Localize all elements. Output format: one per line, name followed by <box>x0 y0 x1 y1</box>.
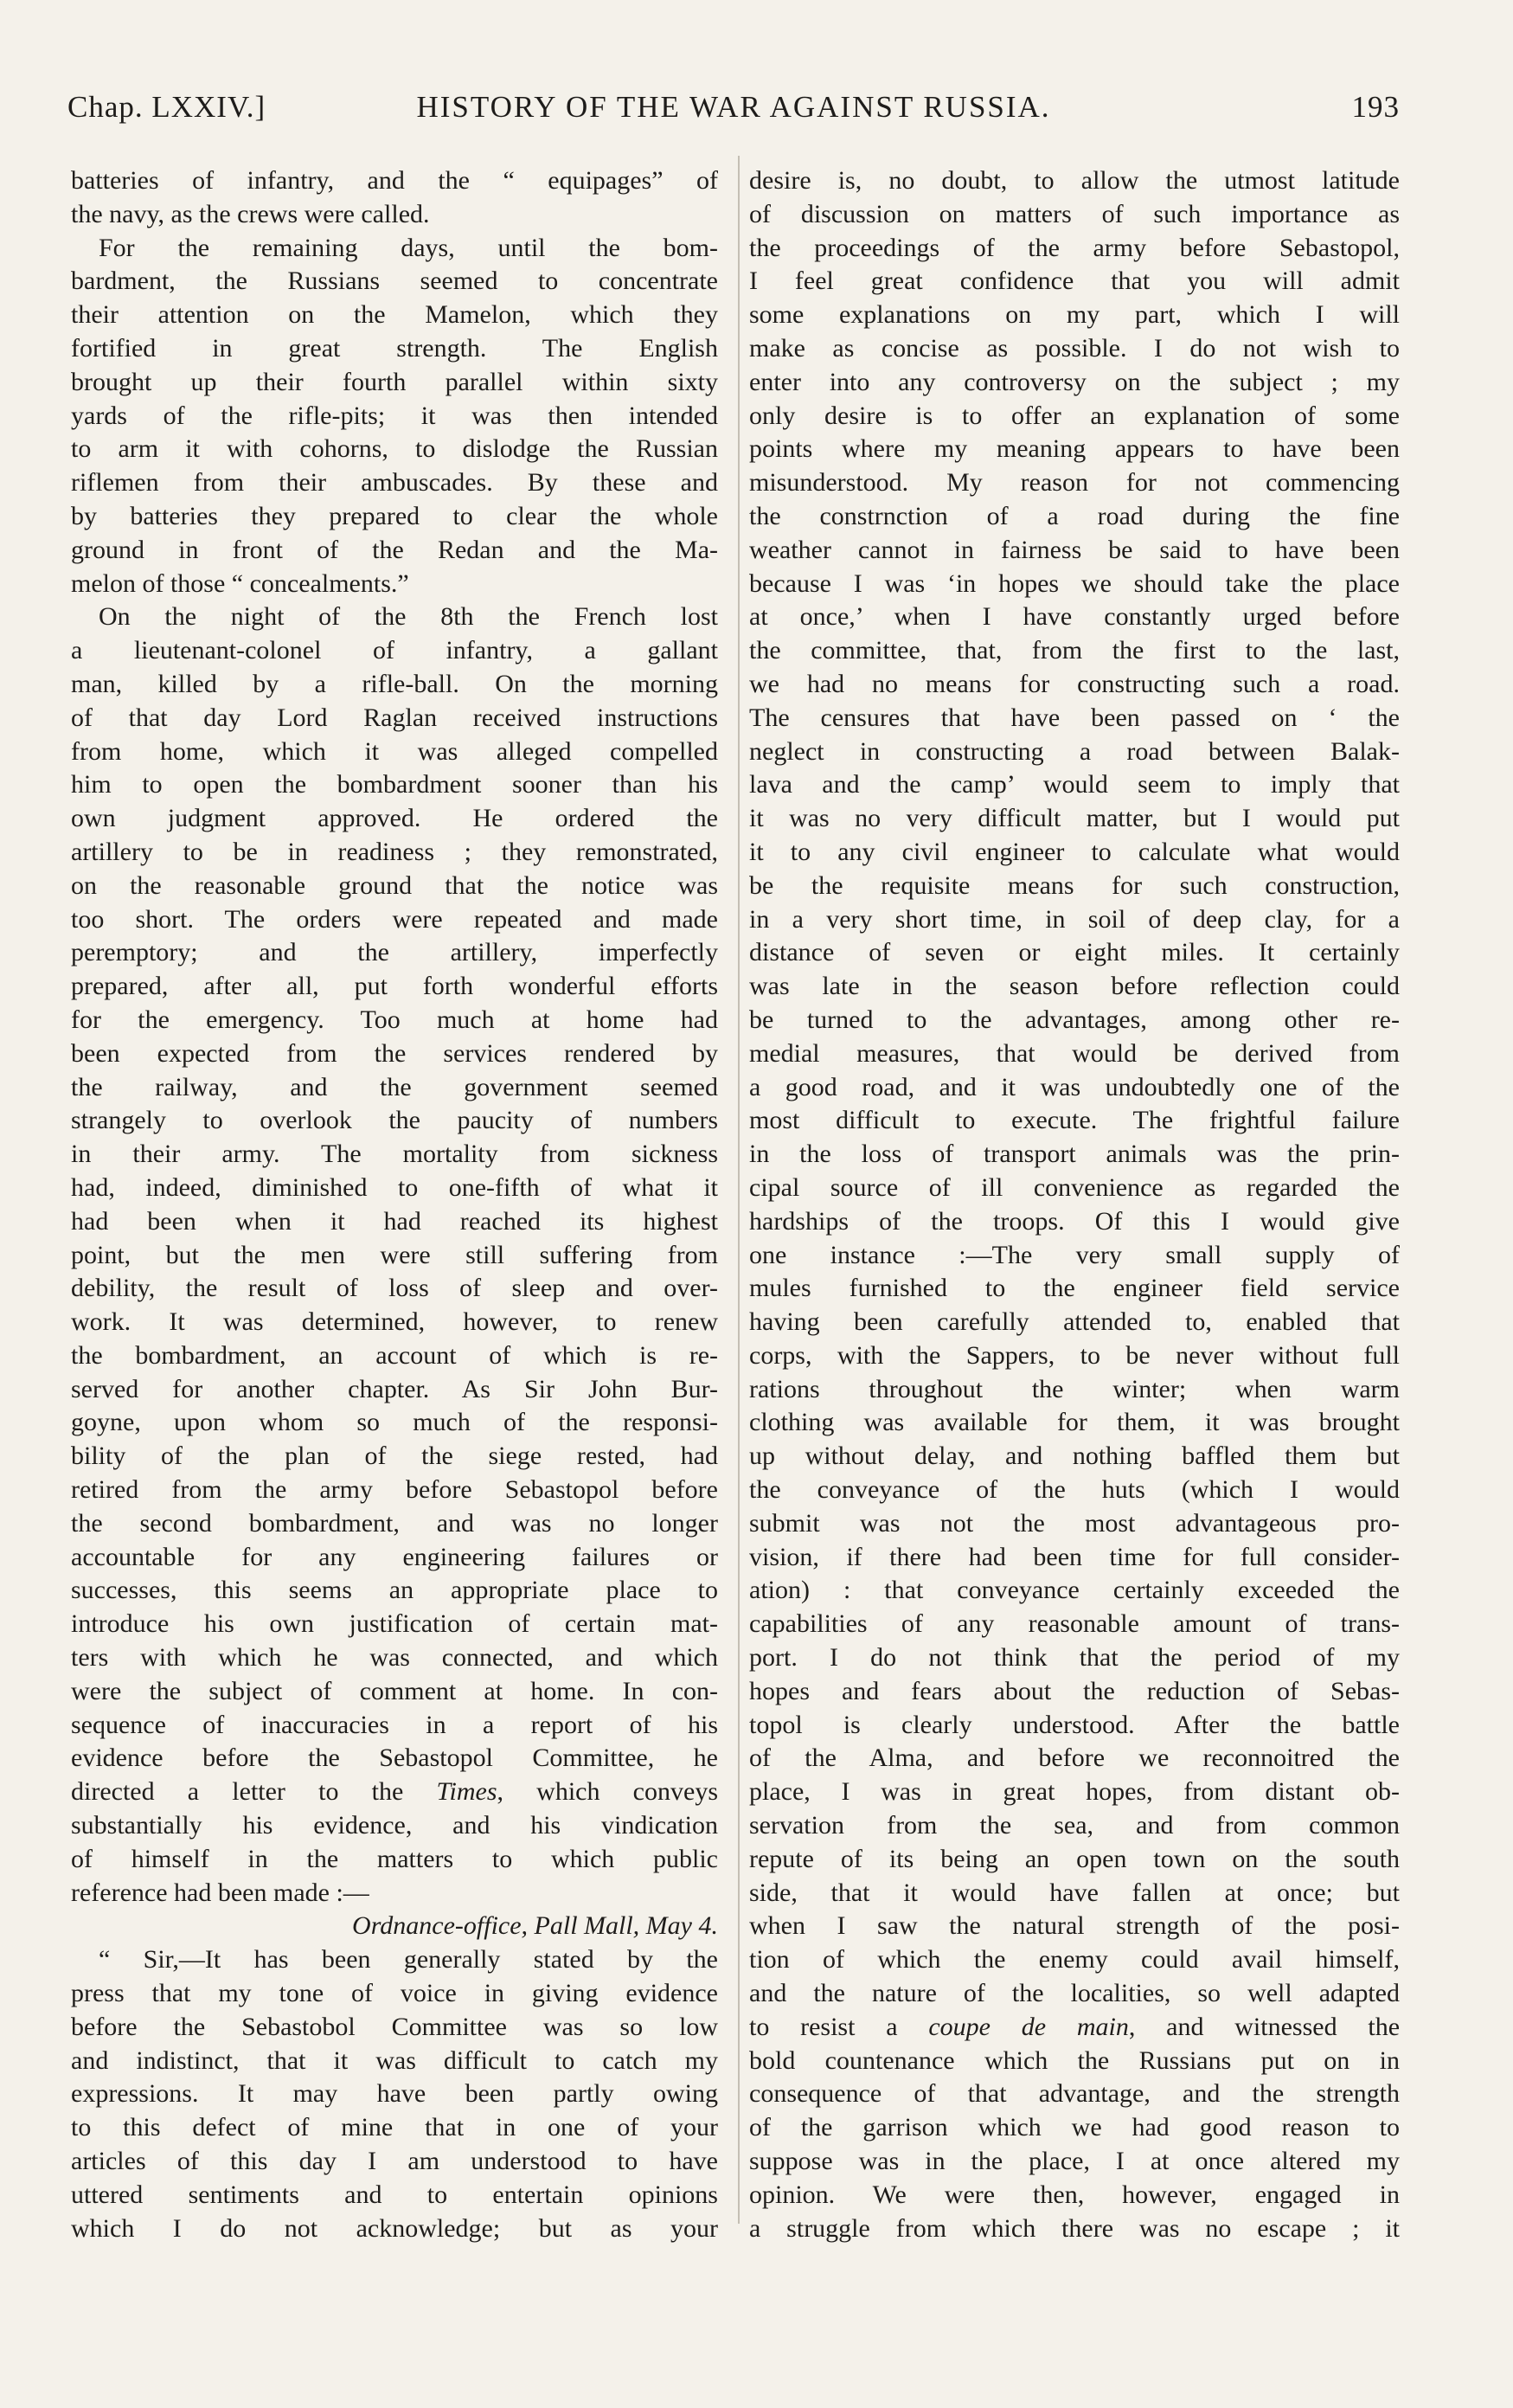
text-line: and the nature of the localities, so well adapted <box>749 1979 1400 2008</box>
text-line: rations throughout the winter; when warm <box>749 1374 1400 1403</box>
text-line: introduce his own justification of certain mat- <box>71 1609 718 1639</box>
right-text-column <box>749 164 1400 2245</box>
text-line: accountable for any engineering failures or <box>71 1542 718 1571</box>
text-line: it was no very difficult matter, but I would put <box>749 804 1400 833</box>
text-line: submit was not the most advantageous pro- <box>749 1508 1400 1538</box>
text-line: goyne, upon whom so much of the responsi- <box>71 1408 718 1437</box>
text-line: we had no means for constructing such a road. <box>749 669 1400 698</box>
text-line: up without delay, and nothing baffled them but <box>749 1442 1400 1471</box>
text-line: servation from the sea, and from common <box>749 1811 1400 1840</box>
text-line: melon of those “ concealments.” <box>71 568 409 598</box>
text-line: the railway, and the government seemed <box>71 1072 718 1101</box>
text-line: hardships of the troops. Of this I would give <box>749 1206 1400 1236</box>
text-line: expressions. It may have been partly owing <box>71 2079 718 2109</box>
text-line: for the emergency. Too much at home had <box>71 1005 718 1034</box>
text-line: him to open the bombardment sooner than his <box>71 770 718 799</box>
text-line: by batteries they prepared to clear the whole <box>71 501 718 530</box>
text-line: artillery to be in readiness ; they remonstrated, <box>71 837 718 866</box>
text-line: the navy, as the crews were called. <box>71 199 430 228</box>
text-line: their attention on the Mamelon, which they <box>71 300 718 330</box>
text-line: suppose was in the place, I at once altered my <box>749 2147 1400 2176</box>
text-line: hopes and fears about the reduction of Sebas- <box>749 1676 1400 1705</box>
text-line: side, that it would have fallen at once; but <box>749 1878 1400 1907</box>
text-line: distance of seven or eight miles. It certainly <box>749 938 1400 967</box>
text-line: prepared, after all, put forth wonderful efforts <box>71 972 718 1001</box>
text-line: batteries of infantry, and the “ equipages” of <box>71 166 718 195</box>
text-line: of the Alma, and before we reconnoitred the <box>749 1743 1400 1773</box>
text-line: of the garrison which we had good reason to <box>749 2113 1400 2142</box>
text-line: point, but the men were still suffering from <box>71 1240 718 1269</box>
text-line: yards of the rifle-pits; it was then intended <box>71 401 718 430</box>
text-line: I feel great confidence that you will admit <box>749 266 1400 296</box>
text-line: in their army. The mortality from sickness <box>71 1140 718 1169</box>
text-line: substantially his evidence, and his vindication <box>71 1811 718 1840</box>
text-line: peremptory; and the artillery, imperfectly <box>71 938 718 967</box>
left-text-column <box>71 164 718 2245</box>
text-line: only desire is to offer an explanation of some <box>749 401 1400 430</box>
text-line: too short. The orders were repeated and made <box>71 904 718 934</box>
text-line: of that day Lord Raglan received instructions <box>71 703 718 732</box>
text-line: neglect in constructing a road between Balak- <box>749 736 1400 766</box>
text-line: articles of this day I am understood to have <box>71 2147 718 2176</box>
text-line: press that my tone of voice in giving evidence <box>71 1979 718 2008</box>
text-line: consequence of that advantage, and the strength <box>749 2079 1400 2109</box>
chapter-label: Chap. LXXIV.] <box>67 90 266 124</box>
text-line: lava and the camp’ would seem to imply that <box>749 770 1400 799</box>
text-line: place, I was in great hopes, from distant ob- <box>749 1777 1400 1807</box>
text-line: the bombardment, an account of which is re- <box>71 1340 718 1370</box>
text-line: the second bombardment, and was no longer <box>71 1508 718 1538</box>
text-line: evidence before the Sebastopol Committee, he <box>71 1743 718 1773</box>
text-line: to arm it with cohorns, to dislodge the Russian <box>71 434 718 464</box>
text-line: the proceedings of the army before Sebastopol, <box>749 233 1400 262</box>
text-line: which I do not acknowledge; but as your <box>71 2213 718 2243</box>
column-divider <box>738 156 740 2224</box>
text-line: was late in the season before reflection could <box>749 972 1400 1001</box>
text-line: most difficult to execute. The frightful failure <box>749 1106 1400 1135</box>
text-line: ground in front of the Redan and the Ma- <box>71 535 718 564</box>
text-line: enter into any controversy on the subject ; my <box>749 367 1400 396</box>
text-line: the conveyance of the huts (which I would <box>749 1475 1400 1505</box>
text-line: port. I do not think that the period of my <box>749 1643 1400 1673</box>
text-line: own judgment approved. He ordered the <box>71 804 718 833</box>
text-line: reference had been made :— <box>71 1878 369 1907</box>
text-line: medial measures, that would be derived from <box>749 1038 1400 1068</box>
text-line: in a very short time, in soil of deep clay, for a <box>749 904 1400 934</box>
text-line: sequence of inaccuracies in a report of his <box>71 1710 718 1739</box>
text-line: On the night of the 8th the French lost <box>99 602 718 632</box>
text-line: work. It was determined, however, to renew <box>71 1307 718 1337</box>
text-line: uttered sentiments and to entertain opinions <box>71 2180 718 2209</box>
text-line: be turned to the advantages, among other re- <box>749 1005 1400 1034</box>
text-line: one instance :—The very small supply of <box>749 1240 1400 1269</box>
text-line: bold countenance which the Russians put on in <box>749 2045 1400 2075</box>
text-line: repute of its being an open town on the south <box>749 1844 1400 1873</box>
text-line: bility of the plan of the siege rested, had <box>71 1442 718 1471</box>
text-line: been expected from the services rendered by <box>71 1038 718 1068</box>
text-line: topol is clearly understood. After the battle <box>749 1710 1400 1739</box>
text-line: bardment, the Russians seemed to concentrate <box>71 266 718 296</box>
text-line: of himself in the matters to which public <box>71 1844 718 1873</box>
text-line: at once,’ when I have constantly urged before <box>749 602 1400 632</box>
text-line: mules furnished to the engineer field service <box>749 1274 1400 1303</box>
text-line: on the reasonable ground that the notice was <box>71 870 718 900</box>
text-line: successes, this seems an appropriate place to <box>71 1576 718 1605</box>
text-line: be the requisite means for such construction, <box>749 870 1400 900</box>
text-line: had been when it had reached its highest <box>71 1206 718 1236</box>
text-line: weather cannot in fairness be said to have been <box>749 535 1400 564</box>
text-line: points where my meaning appears to have been <box>749 434 1400 464</box>
text-line: “ Sir,—It has been generally stated by the <box>99 1945 718 1975</box>
text-line: strangely to overlook the paucity of numbers <box>71 1106 718 1135</box>
text-line: having been carefully attended to, enabled that <box>749 1307 1400 1337</box>
text-line: man, killed by a rifle-ball. On the morning <box>71 669 718 698</box>
text-line: riflemen from their ambuscades. By these and <box>71 468 718 498</box>
text-line: opinion. We were then, however, engaged in <box>749 2180 1400 2209</box>
text-line: it to any civil engineer to calculate what would <box>749 837 1400 866</box>
text-line: ters with which he was connected, and which <box>71 1643 718 1673</box>
text-line: clothing was available for them, it was brought <box>749 1408 1400 1437</box>
text-line: Ordnance-office, Pall Mall, May 4. <box>352 1911 718 1941</box>
text-line: brought up their fourth parallel within sixty <box>71 367 718 396</box>
text-line: vision, if there had been time for full consider- <box>749 1542 1400 1571</box>
text-line: served for another chapter. As Sir John Bur- <box>71 1374 718 1403</box>
text-line: from home, which it was alleged compelled <box>71 736 718 766</box>
text-line: fortified in great strength. The English <box>71 333 718 363</box>
page-number: 193 <box>1351 90 1400 124</box>
running-head <box>67 90 1400 130</box>
text-line: desire is, no doubt, to allow the utmost latitude <box>749 166 1400 195</box>
text-line: before the Sebastobol Committee was so low <box>71 2012 718 2041</box>
text-line: ation) : that conveyance certainly exceeded the <box>749 1576 1400 1605</box>
text-line: directed a letter to the Times, which conveys <box>71 1777 718 1807</box>
text-line: misunderstood. My reason for not commencing <box>749 468 1400 498</box>
text-line: because I was ‘in hopes we should take the place <box>749 568 1400 598</box>
text-line: were the subject of comment at home. In con- <box>71 1676 718 1705</box>
text-line: make as concise as possible. I do not wish to <box>749 333 1400 363</box>
text-line: the constrnction of a road during the fine <box>749 501 1400 530</box>
text-line: to resist a coupe de main, and witnessed the <box>749 2012 1400 2041</box>
text-line: a good road, and it was undoubtedly one of the <box>749 1072 1400 1101</box>
text-line: cipal source of ill convenience as regarded the <box>749 1172 1400 1202</box>
text-line: a lieutenant-colonel of infantry, a gallant <box>71 636 718 665</box>
text-line: to this defect of mine that in one of your <box>71 2113 718 2142</box>
text-line: when I saw the natural strength of the posi- <box>749 1911 1400 1941</box>
text-line: retired from the army before Sebastopol before <box>71 1475 718 1505</box>
text-line: the committee, that, from the first to the last, <box>749 636 1400 665</box>
text-line: capabilities of any reasonable amount of trans- <box>749 1609 1400 1639</box>
book-title: HISTORY OF THE WAR AGAINST RUSSIA. <box>416 90 1051 124</box>
text-line: and indistinct, that it was difficult to catch my <box>71 2045 718 2075</box>
text-line: corps, with the Sappers, to be never without full <box>749 1340 1400 1370</box>
text-line: had, indeed, diminished to one-fifth of what it <box>71 1172 718 1202</box>
text-line: some explanations on my part, which I will <box>749 300 1400 330</box>
text-line: For the remaining days, until the bom- <box>99 233 718 262</box>
text-line: tion of which the enemy could avail himself, <box>749 1945 1400 1975</box>
text-line: of discussion on matters of such importance as <box>749 199 1400 228</box>
text-line: The censures that have been passed on ‘ the <box>749 703 1400 732</box>
text-line: a struggle from which there was no escape ; it <box>749 2213 1400 2243</box>
text-line: in the loss of transport animals was the prin- <box>749 1140 1400 1169</box>
text-line: debility, the result of loss of sleep and over- <box>71 1274 718 1303</box>
